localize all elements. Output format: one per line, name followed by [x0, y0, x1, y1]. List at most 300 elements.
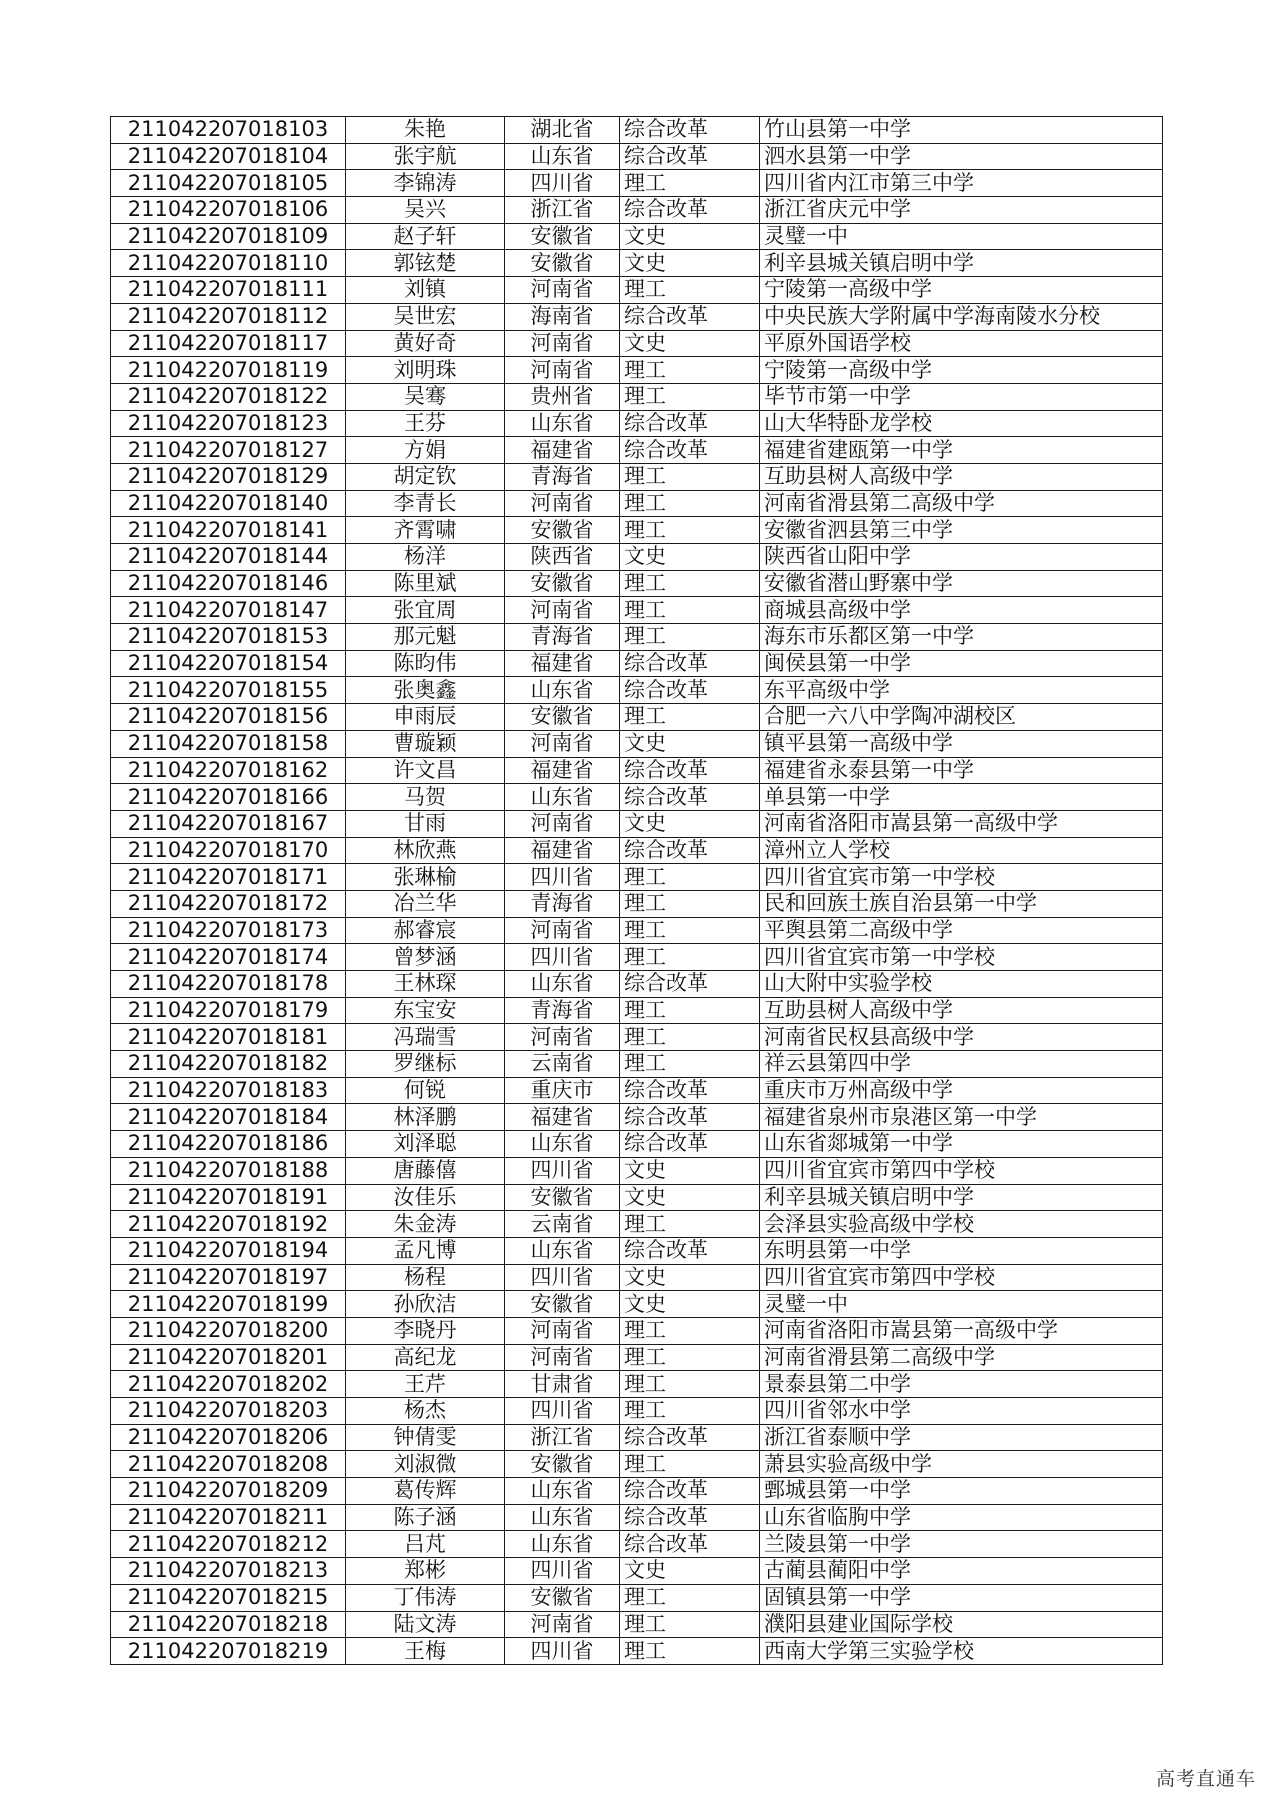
table-row [111, 1344, 1163, 1371]
subject-category-cell: 综合改革 [620, 837, 760, 864]
student-name-cell: 罗继标 [346, 1051, 505, 1078]
subject-category-cell: 理工 [620, 597, 760, 624]
school-cell: 山东省临朐中学 [760, 1504, 1163, 1531]
subject-category-cell: 综合改革 [620, 757, 760, 784]
province-cell: 安徽省 [505, 1291, 620, 1318]
exam-id-cell: 211042207018202 [111, 1371, 346, 1398]
exam-id-cell: 211042207018181 [111, 1024, 346, 1051]
province-cell: 山东省 [505, 1131, 620, 1158]
student-name-cell: 朱艳 [346, 117, 505, 144]
table-row [111, 1558, 1163, 1585]
student-name-cell: 吕芃 [346, 1531, 505, 1558]
province-cell: 河南省 [505, 277, 620, 304]
province-cell: 福建省 [505, 437, 620, 464]
province-cell: 海南省 [505, 303, 620, 330]
table-row [111, 784, 1163, 811]
table-row [111, 357, 1163, 384]
school-cell: 平舆县第二高级中学 [760, 917, 1163, 944]
school-cell: 安徽省泗县第三中学 [760, 517, 1163, 544]
province-cell: 浙江省 [505, 1424, 620, 1451]
table-row [111, 143, 1163, 170]
province-cell: 山东省 [505, 410, 620, 437]
table-row [111, 1291, 1163, 1318]
student-name-cell: 王芬 [346, 410, 505, 437]
exam-id-cell: 211042207018158 [111, 730, 346, 757]
school-cell: 鄄城县第一中学 [760, 1478, 1163, 1505]
school-cell: 四川省宜宾市第四中学校 [760, 1157, 1163, 1184]
table-row [111, 570, 1163, 597]
student-name-cell: 汝佳乐 [346, 1184, 505, 1211]
student-name-cell: 陆文涛 [346, 1611, 505, 1638]
school-cell: 祥云县第四中学 [760, 1051, 1163, 1078]
table-row [111, 944, 1163, 971]
table-row [111, 997, 1163, 1024]
subject-category-cell: 理工 [620, 1317, 760, 1344]
student-name-cell: 郭铉楚 [346, 250, 505, 277]
province-cell: 河南省 [505, 1317, 620, 1344]
province-cell: 安徽省 [505, 1451, 620, 1478]
table-row [111, 1131, 1163, 1158]
table-row [111, 1504, 1163, 1531]
province-cell: 四川省 [505, 944, 620, 971]
school-cell: 福建省泉州市泉港区第一中学 [760, 1104, 1163, 1131]
subject-category-cell: 理工 [620, 864, 760, 891]
student-name-cell: 吴世宏 [346, 303, 505, 330]
table-row [111, 810, 1163, 837]
student-name-cell: 林欣燕 [346, 837, 505, 864]
exam-id-cell: 211042207018144 [111, 544, 346, 571]
subject-category-cell: 文史 [620, 730, 760, 757]
school-cell: 东平高级中学 [760, 677, 1163, 704]
exam-id-cell: 211042207018188 [111, 1157, 346, 1184]
exam-id-cell: 211042207018109 [111, 223, 346, 250]
province-cell: 福建省 [505, 1104, 620, 1131]
school-cell: 陕西省山阳中学 [760, 544, 1163, 571]
student-name-cell: 申雨辰 [346, 704, 505, 731]
province-cell: 四川省 [505, 170, 620, 197]
school-cell: 灵璧一中 [760, 223, 1163, 250]
subject-category-cell: 综合改革 [620, 650, 760, 677]
student-name-cell: 方娟 [346, 437, 505, 464]
school-cell: 山大华特卧龙学校 [760, 410, 1163, 437]
subject-category-cell: 文史 [620, 330, 760, 357]
school-cell: 灵璧一中 [760, 1291, 1163, 1318]
student-name-cell: 葛传辉 [346, 1478, 505, 1505]
student-name-cell: 李青长 [346, 490, 505, 517]
table-row [111, 1584, 1163, 1611]
exam-id-cell: 211042207018212 [111, 1531, 346, 1558]
student-name-cell: 齐霄啸 [346, 517, 505, 544]
subject-category-cell: 文史 [620, 1184, 760, 1211]
student-name-cell: 李锦涛 [346, 170, 505, 197]
subject-category-cell: 文史 [620, 223, 760, 250]
student-name-cell: 何锐 [346, 1077, 505, 1104]
school-cell: 漳州立人学校 [760, 837, 1163, 864]
exam-id-cell: 211042207018105 [111, 170, 346, 197]
student-name-cell: 曹璇颖 [346, 730, 505, 757]
province-cell: 山东省 [505, 1237, 620, 1264]
province-cell: 安徽省 [505, 1184, 620, 1211]
school-cell: 山大附中实验学校 [760, 971, 1163, 998]
exam-id-cell: 211042207018110 [111, 250, 346, 277]
school-cell: 重庆市万州高级中学 [760, 1077, 1163, 1104]
subject-category-cell: 综合改革 [620, 784, 760, 811]
province-cell: 安徽省 [505, 570, 620, 597]
exam-id-cell: 211042207018123 [111, 410, 346, 437]
student-name-cell: 郑彬 [346, 1558, 505, 1585]
province-cell: 河南省 [505, 597, 620, 624]
province-cell: 青海省 [505, 463, 620, 490]
subject-category-cell: 综合改革 [620, 1104, 760, 1131]
exam-id-cell: 211042207018153 [111, 624, 346, 651]
exam-id-cell: 211042207018111 [111, 277, 346, 304]
subject-category-cell: 理工 [620, 1611, 760, 1638]
exam-id-cell: 211042207018197 [111, 1264, 346, 1291]
subject-category-cell: 文史 [620, 1558, 760, 1585]
subject-category-cell: 综合改革 [620, 437, 760, 464]
exam-id-cell: 211042207018112 [111, 303, 346, 330]
table-row [111, 117, 1163, 144]
province-cell: 青海省 [505, 997, 620, 1024]
table-row [111, 197, 1163, 224]
student-name-cell: 孟凡博 [346, 1237, 505, 1264]
subject-category-cell: 文史 [620, 1157, 760, 1184]
school-cell: 四川省内江市第三中学 [760, 170, 1163, 197]
province-cell: 青海省 [505, 624, 620, 651]
subject-category-cell: 理工 [620, 490, 760, 517]
province-cell: 山东省 [505, 784, 620, 811]
table-row [111, 277, 1163, 304]
province-cell: 河南省 [505, 810, 620, 837]
table-row [111, 544, 1163, 571]
table-row [111, 1104, 1163, 1131]
table-row [111, 383, 1163, 410]
school-cell: 固镇县第一中学 [760, 1584, 1163, 1611]
subject-category-cell: 文史 [620, 1264, 760, 1291]
student-name-cell: 杨杰 [346, 1398, 505, 1425]
exam-id-cell: 211042207018166 [111, 784, 346, 811]
subject-category-cell: 理工 [620, 517, 760, 544]
subject-category-cell: 综合改革 [620, 1531, 760, 1558]
school-cell: 商城县高级中学 [760, 597, 1163, 624]
table-row [111, 463, 1163, 490]
school-cell: 海东市乐都区第一中学 [760, 624, 1163, 651]
exam-id-cell: 211042207018154 [111, 650, 346, 677]
student-name-cell: 王芹 [346, 1371, 505, 1398]
table-row [111, 1531, 1163, 1558]
student-name-cell: 朱金涛 [346, 1211, 505, 1238]
exam-id-cell: 211042207018106 [111, 197, 346, 224]
exam-id-cell: 211042207018147 [111, 597, 346, 624]
table-row [111, 837, 1163, 864]
exam-id-cell: 211042207018191 [111, 1184, 346, 1211]
exam-id-cell: 211042207018103 [111, 117, 346, 144]
exam-id-cell: 211042207018141 [111, 517, 346, 544]
subject-category-cell: 综合改革 [620, 143, 760, 170]
province-cell: 青海省 [505, 890, 620, 917]
exam-id-cell: 211042207018129 [111, 463, 346, 490]
table-row [111, 1398, 1163, 1425]
table-row [111, 1051, 1163, 1078]
exam-id-cell: 211042207018155 [111, 677, 346, 704]
school-cell: 河南省洛阳市嵩县第一高级中学 [760, 810, 1163, 837]
province-cell: 安徽省 [505, 704, 620, 731]
exam-id-cell: 211042207018219 [111, 1638, 346, 1665]
table-row [111, 1211, 1163, 1238]
province-cell: 安徽省 [505, 1584, 620, 1611]
province-cell: 湖北省 [505, 117, 620, 144]
exam-id-cell: 211042207018186 [111, 1131, 346, 1158]
school-cell: 河南省民权县高级中学 [760, 1024, 1163, 1051]
school-cell: 浙江省泰顺中学 [760, 1424, 1163, 1451]
subject-category-cell: 综合改革 [620, 1237, 760, 1264]
exam-id-cell: 211042207018117 [111, 330, 346, 357]
subject-category-cell: 理工 [620, 1398, 760, 1425]
exam-id-cell: 211042207018194 [111, 1237, 346, 1264]
table-row [111, 1237, 1163, 1264]
subject-category-cell: 理工 [620, 624, 760, 651]
table-row [111, 1077, 1163, 1104]
student-name-cell: 钟倩雯 [346, 1424, 505, 1451]
province-cell: 重庆市 [505, 1077, 620, 1104]
table-row [111, 330, 1163, 357]
table-row [111, 1184, 1163, 1211]
province-cell: 贵州省 [505, 383, 620, 410]
student-name-cell: 李晓丹 [346, 1317, 505, 1344]
student-name-cell: 杨程 [346, 1264, 505, 1291]
table-row [111, 1478, 1163, 1505]
province-cell: 甘肃省 [505, 1371, 620, 1398]
province-cell: 安徽省 [505, 223, 620, 250]
table-row [111, 1024, 1163, 1051]
table-row [111, 624, 1163, 651]
table-row [111, 757, 1163, 784]
table-row [111, 490, 1163, 517]
table-row [111, 1424, 1163, 1451]
school-cell: 平原外国语学校 [760, 330, 1163, 357]
school-cell: 东明县第一中学 [760, 1237, 1163, 1264]
student-name-cell: 赵子轩 [346, 223, 505, 250]
table-row [111, 677, 1163, 704]
table-body [111, 117, 1163, 1665]
exam-id-cell: 211042207018184 [111, 1104, 346, 1131]
school-cell: 安徽省潜山野寨中学 [760, 570, 1163, 597]
exam-id-cell: 211042207018213 [111, 1558, 346, 1585]
table-row [111, 597, 1163, 624]
subject-category-cell: 理工 [620, 1211, 760, 1238]
exam-id-cell: 211042207018203 [111, 1398, 346, 1425]
school-cell: 互助县树人高级中学 [760, 997, 1163, 1024]
student-name-cell: 胡定钦 [346, 463, 505, 490]
province-cell: 云南省 [505, 1051, 620, 1078]
student-name-cell: 郝睿宸 [346, 917, 505, 944]
exam-id-cell: 211042207018208 [111, 1451, 346, 1478]
student-name-cell: 许文昌 [346, 757, 505, 784]
exam-id-cell: 211042207018162 [111, 757, 346, 784]
subject-category-cell: 综合改革 [620, 677, 760, 704]
exam-id-cell: 211042207018172 [111, 890, 346, 917]
exam-id-cell: 211042207018209 [111, 1478, 346, 1505]
school-cell: 浙江省庆元中学 [760, 197, 1163, 224]
exam-id-cell: 211042207018122 [111, 383, 346, 410]
province-cell: 福建省 [505, 757, 620, 784]
table-row [111, 730, 1163, 757]
exam-id-cell: 211042207018140 [111, 490, 346, 517]
table-row [111, 1371, 1163, 1398]
student-name-cell: 杨洋 [346, 544, 505, 571]
school-cell: 四川省邻水中学 [760, 1398, 1163, 1425]
table-row [111, 1264, 1163, 1291]
school-cell: 宁陵第一高级中学 [760, 357, 1163, 384]
exam-id-cell: 211042207018178 [111, 971, 346, 998]
table-row [111, 650, 1163, 677]
admission-list-table [110, 116, 1163, 1665]
table-row [111, 704, 1163, 731]
exam-id-cell: 211042207018192 [111, 1211, 346, 1238]
school-cell: 山东省郯城第一中学 [760, 1131, 1163, 1158]
table-row [111, 864, 1163, 891]
student-name-cell: 曾梦涵 [346, 944, 505, 971]
exam-id-cell: 211042207018182 [111, 1051, 346, 1078]
student-name-cell: 黄好奇 [346, 330, 505, 357]
province-cell: 安徽省 [505, 517, 620, 544]
subject-category-cell: 理工 [620, 1051, 760, 1078]
school-cell: 互助县树人高级中学 [760, 463, 1163, 490]
school-cell: 濮阳县建业国际学校 [760, 1611, 1163, 1638]
student-name-cell: 那元魁 [346, 624, 505, 651]
school-cell: 宁陵第一高级中学 [760, 277, 1163, 304]
exam-id-cell: 211042207018206 [111, 1424, 346, 1451]
subject-category-cell: 文史 [620, 250, 760, 277]
school-cell: 河南省洛阳市嵩县第一高级中学 [760, 1317, 1163, 1344]
student-name-cell: 刘泽聪 [346, 1131, 505, 1158]
subject-category-cell: 综合改革 [620, 117, 760, 144]
province-cell: 四川省 [505, 1558, 620, 1585]
province-cell: 河南省 [505, 1611, 620, 1638]
school-cell: 利辛县城关镇启明中学 [760, 250, 1163, 277]
province-cell: 山东省 [505, 1531, 620, 1558]
table-row [111, 1451, 1163, 1478]
student-name-cell: 东宝安 [346, 997, 505, 1024]
student-name-cell: 吴兴 [346, 197, 505, 224]
exam-id-cell: 211042207018199 [111, 1291, 346, 1318]
school-cell: 西南大学第三实验学校 [760, 1638, 1163, 1665]
province-cell: 山东省 [505, 677, 620, 704]
school-cell: 萧县实验高级中学 [760, 1451, 1163, 1478]
school-cell: 单县第一中学 [760, 784, 1163, 811]
student-name-cell: 刘淑微 [346, 1451, 505, 1478]
student-name-cell: 高纪龙 [346, 1344, 505, 1371]
school-cell: 会泽县实验高级中学校 [760, 1211, 1163, 1238]
school-cell: 四川省宜宾市第一中学校 [760, 864, 1163, 891]
student-name-cell: 张奥鑫 [346, 677, 505, 704]
table-row [111, 971, 1163, 998]
student-name-cell: 林泽鹏 [346, 1104, 505, 1131]
subject-category-cell: 理工 [620, 890, 760, 917]
subject-category-cell: 理工 [620, 1371, 760, 1398]
province-cell: 福建省 [505, 650, 620, 677]
exam-id-cell: 211042207018183 [111, 1077, 346, 1104]
table-row [111, 517, 1163, 544]
subject-category-cell: 综合改革 [620, 1077, 760, 1104]
subject-category-cell: 综合改革 [620, 197, 760, 224]
school-cell: 镇平县第一高级中学 [760, 730, 1163, 757]
school-cell: 四川省宜宾市第四中学校 [760, 1264, 1163, 1291]
table-row [111, 890, 1163, 917]
province-cell: 河南省 [505, 1024, 620, 1051]
subject-category-cell: 理工 [620, 463, 760, 490]
province-cell: 安徽省 [505, 250, 620, 277]
school-cell: 景泰县第二中学 [760, 1371, 1163, 1398]
exam-id-cell: 211042207018170 [111, 837, 346, 864]
exam-id-cell: 211042207018104 [111, 143, 346, 170]
province-cell: 山东省 [505, 1504, 620, 1531]
student-name-cell: 冯瑞雪 [346, 1024, 505, 1051]
exam-id-cell: 211042207018211 [111, 1504, 346, 1531]
subject-category-cell: 综合改革 [620, 1478, 760, 1505]
school-cell: 闽侯县第一中学 [760, 650, 1163, 677]
subject-category-cell: 理工 [620, 997, 760, 1024]
student-name-cell: 张宜周 [346, 597, 505, 624]
student-name-cell: 王林琛 [346, 971, 505, 998]
subject-category-cell: 文史 [620, 1291, 760, 1318]
exam-id-cell: 211042207018171 [111, 864, 346, 891]
school-cell: 河南省滑县第二高级中学 [760, 1344, 1163, 1371]
subject-category-cell: 理工 [620, 1638, 760, 1665]
school-cell: 兰陵县第一中学 [760, 1531, 1163, 1558]
exam-id-cell: 211042207018200 [111, 1317, 346, 1344]
school-cell: 福建省永泰县第一中学 [760, 757, 1163, 784]
table-row [111, 170, 1163, 197]
table-row [111, 1611, 1163, 1638]
province-cell: 河南省 [505, 490, 620, 517]
province-cell: 云南省 [505, 1211, 620, 1238]
province-cell: 山东省 [505, 143, 620, 170]
province-cell: 四川省 [505, 1157, 620, 1184]
watermark-text: 高考直通车 [1155, 1768, 1256, 1790]
subject-category-cell: 综合改革 [620, 1424, 760, 1451]
province-cell: 浙江省 [505, 197, 620, 224]
subject-category-cell: 理工 [620, 1024, 760, 1051]
student-name-cell: 马贺 [346, 784, 505, 811]
school-cell: 四川省宜宾市第一中学校 [760, 944, 1163, 971]
exam-id-cell: 211042207018201 [111, 1344, 346, 1371]
school-cell: 河南省滑县第二高级中学 [760, 490, 1163, 517]
subject-category-cell: 理工 [620, 357, 760, 384]
subject-category-cell: 理工 [620, 944, 760, 971]
student-name-cell: 唐藤僖 [346, 1157, 505, 1184]
student-name-cell: 王梅 [346, 1638, 505, 1665]
table-row [111, 1157, 1163, 1184]
province-cell: 山东省 [505, 1478, 620, 1505]
student-name-cell: 张宇航 [346, 143, 505, 170]
school-cell: 福建省建瓯第一中学 [760, 437, 1163, 464]
province-cell: 河南省 [505, 330, 620, 357]
student-name-cell: 张琳榆 [346, 864, 505, 891]
school-cell: 古蔺县蔺阳中学 [760, 1558, 1163, 1585]
exam-id-cell: 211042207018119 [111, 357, 346, 384]
exam-id-cell: 211042207018156 [111, 704, 346, 731]
table-row [111, 917, 1163, 944]
subject-category-cell: 综合改革 [620, 303, 760, 330]
province-cell: 陕西省 [505, 544, 620, 571]
province-cell: 四川省 [505, 1398, 620, 1425]
subject-category-cell: 综合改革 [620, 971, 760, 998]
school-cell: 中央民族大学附属中学海南陵水分校 [760, 303, 1163, 330]
province-cell: 河南省 [505, 730, 620, 757]
subject-category-cell: 综合改革 [620, 410, 760, 437]
table-row [111, 1317, 1163, 1344]
